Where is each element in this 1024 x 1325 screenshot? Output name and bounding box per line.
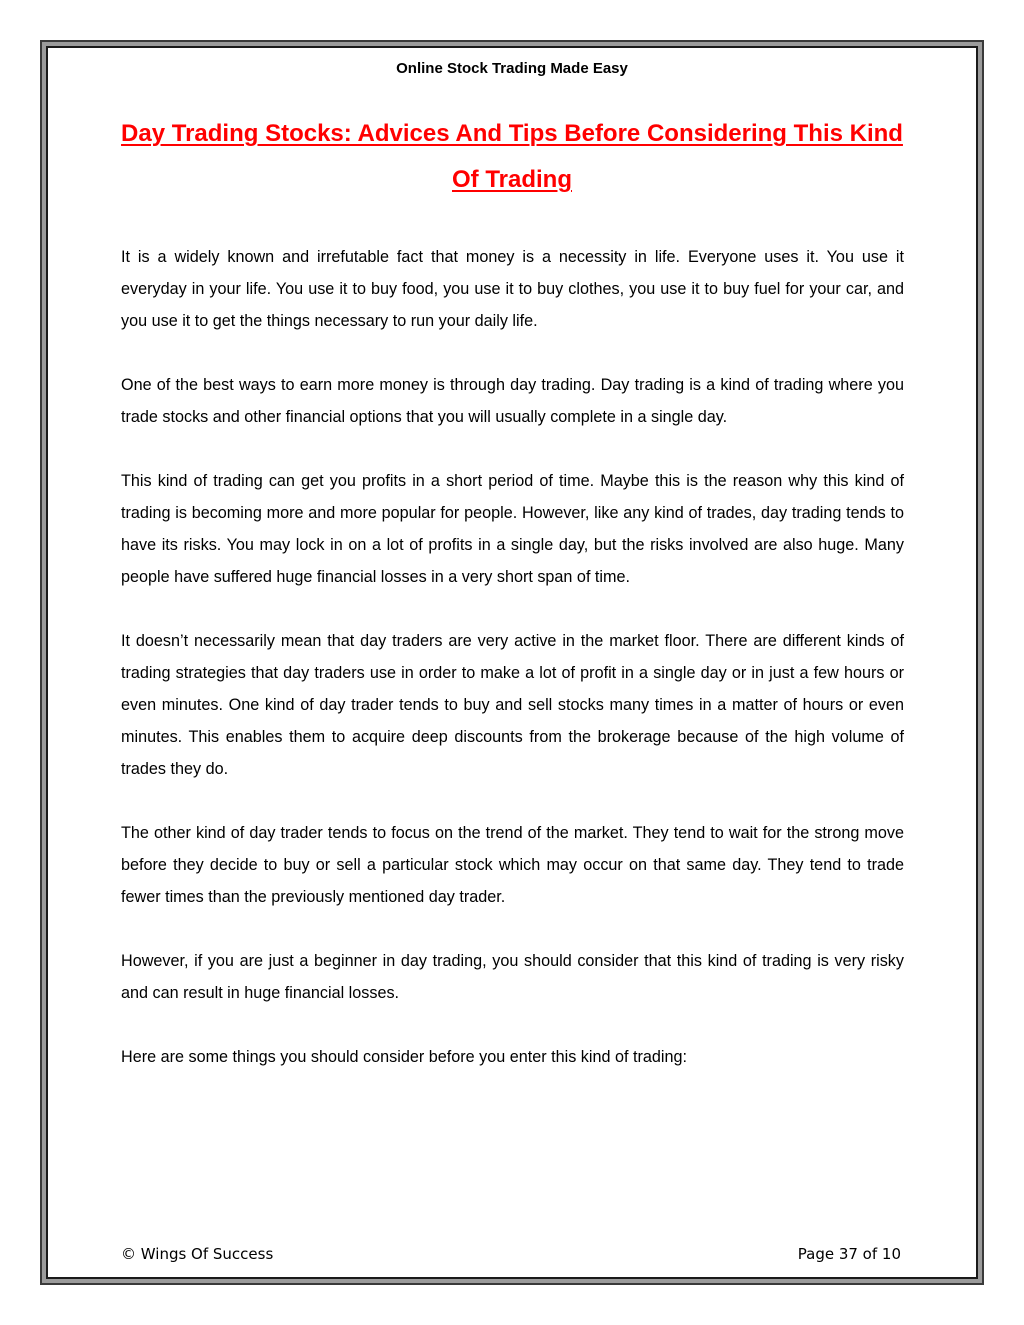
- paragraph: Here are some things you should consider before you enter this kind of trading:: [121, 1048, 687, 1066]
- article-body: [121, 241, 904, 1073]
- page-footer: [121, 1245, 901, 1267]
- running-header: Online Stock Trading Made Easy: [396, 60, 628, 77]
- footer-page-number: Page 37 of 10: [797, 1245, 901, 1263]
- paragraph: This kind of trading can get you profits in a short period of time. Maybe this is the reason why this kind of trading is becoming more and more popular for people. However, like any kind of trades, day trading tends to have its risks. You may lock in on a lot of profits in a single day, but the risks involved are also huge. Many people have suffered huge financial losses in a very short span of time.: [121, 472, 904, 586]
- paragraph: It is a widely known and irrefutable fact that money is a necessity in life. Everyone uses it. You use it everyday in your life. You use it to buy food, you use it to buy clothes, you use it to buy fuel for your car, and you use it to get the things necessary to run your daily life.: [121, 248, 904, 330]
- footer-copyright: © Wings Of Success: [121, 1245, 274, 1263]
- paragraph: The other kind of day trader tends to focus on the trend of the market. They tend to wait for the strong move before they decide to buy or sell a particular stock which may occur on that same day. They tend to trade fewer times than the previously mentioned day trader.: [121, 824, 904, 906]
- paragraph: It doesn’t necessarily mean that day traders are very active in the market floor. There are different kinds of trading strategies that day traders use in order to make a lot of profit in a single day or in just a few hours or even minutes. One kind of day trader tends to buy and sell stocks many times in a matter of hours or even minutes. This enables them to acquire deep discounts from the brokerage because of the high volume of trades they do.: [121, 632, 904, 778]
- paragraph: However, if you are just a beginner in day trading, you should consider that this kind of trading is very risky and can result in huge financial losses.: [121, 952, 904, 1002]
- paragraph: One of the best ways to earn more money is through day trading. Day trading is a kind of trading where you trade stocks and other financial options that you will usually complete in a single day.: [121, 376, 904, 426]
- article-title: Day Trading Stocks: Advices And Tips Before Considering This Kind Of Trading: [121, 120, 903, 193]
